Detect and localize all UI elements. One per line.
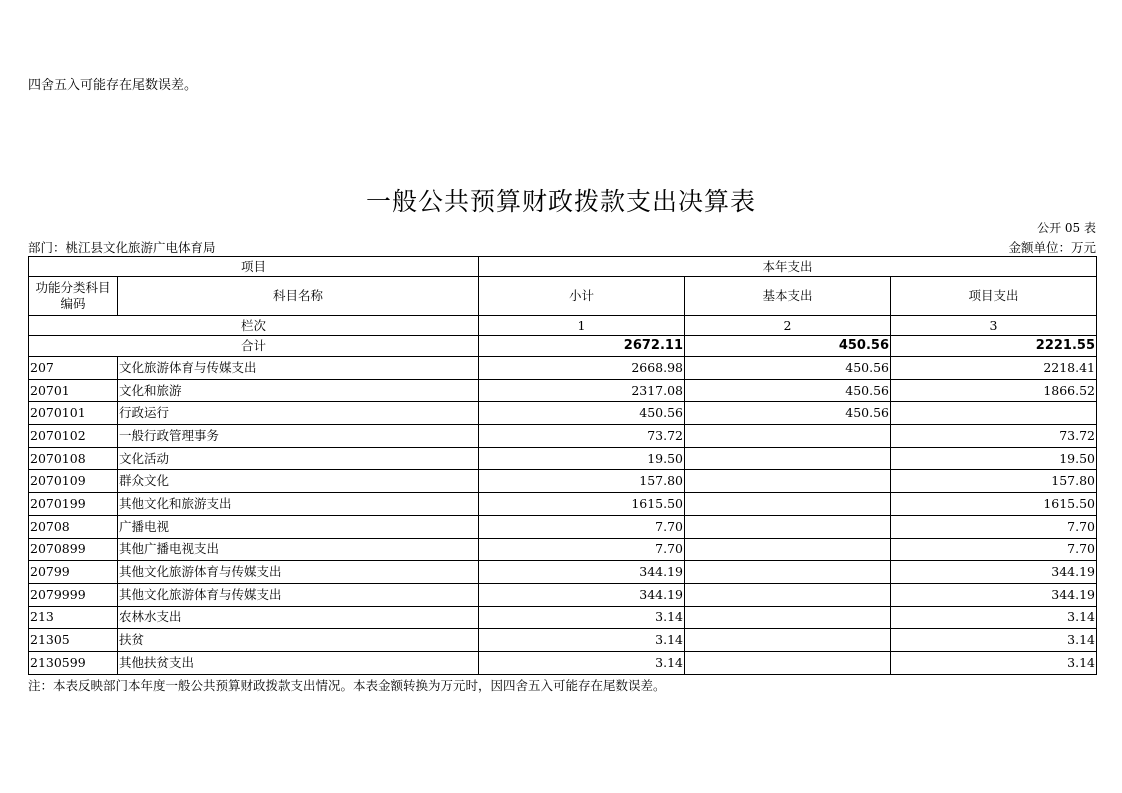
cell-subtotal: 450.56 (479, 402, 685, 425)
total-project: 2221.55 (891, 336, 1097, 357)
cell-subtotal: 2317.08 (479, 379, 685, 402)
table-row (29, 357, 1097, 380)
cell-basic (685, 515, 891, 538)
cell-subtotal: 2668.98 (479, 357, 685, 380)
footer-note: 注：本表反映部门本年度一般公共预算财政拨款支出情况。本表金额转换为万元时，因四舍五入可能存在尾数误差。 (28, 678, 666, 693)
cell-project: 2218.41 (891, 357, 1097, 380)
cell-project: 1615.50 (891, 493, 1097, 516)
cell-project: 1866.52 (891, 379, 1097, 402)
cell-basic: 450.56 (685, 379, 891, 402)
table-row (29, 493, 1097, 516)
table-row (29, 402, 1097, 425)
table-row (29, 651, 1097, 674)
cell-code: 20701 (29, 379, 118, 402)
cell-name: 其他广播电视支出 (118, 538, 479, 561)
cell-project: 3.14 (891, 606, 1097, 629)
table-row (29, 583, 1097, 606)
total-row (29, 336, 1097, 357)
cell-project (891, 402, 1097, 425)
total-label: 合计 (29, 336, 479, 357)
header-project: 项目支出 (891, 277, 1097, 316)
header-subtotal: 小计 (479, 277, 685, 316)
header-item: 项目 (29, 257, 479, 277)
header-code: 功能分类科目编码 (29, 277, 118, 316)
cell-project: 7.70 (891, 538, 1097, 561)
cell-project: 7.70 (891, 515, 1097, 538)
header-row-2 (29, 277, 1097, 316)
cell-basic (685, 493, 891, 516)
column-index-row (29, 316, 1097, 336)
cell-basic (685, 583, 891, 606)
cell-subtotal: 344.19 (479, 583, 685, 606)
cell-basic (685, 629, 891, 652)
cell-name: 其他文化旅游体育与传媒支出 (118, 561, 479, 584)
cell-basic (685, 538, 891, 561)
cell-subtotal: 344.19 (479, 561, 685, 584)
cell-basic (685, 651, 891, 674)
cell-subtotal: 3.14 (479, 629, 685, 652)
cell-subtotal: 157.80 (479, 470, 685, 493)
cell-code: 2070102 (29, 425, 118, 448)
table-row (29, 447, 1097, 470)
table-row (29, 379, 1097, 402)
cell-basic (685, 606, 891, 629)
cell-name: 其他扶贫支出 (118, 651, 479, 674)
cell-code: 2070101 (29, 402, 118, 425)
department-label: 部门：桃江县文化旅游广电体育局 (28, 240, 216, 255)
header-name: 科目名称 (118, 277, 479, 316)
cell-subtotal: 73.72 (479, 425, 685, 448)
table-row (29, 515, 1097, 538)
cell-code: 2070199 (29, 493, 118, 516)
cell-basic: 450.56 (685, 357, 891, 380)
header-current-year: 本年支出 (479, 257, 1097, 277)
cell-name: 群众文化 (118, 470, 479, 493)
cell-project: 344.19 (891, 583, 1097, 606)
table-row (29, 538, 1097, 561)
table-row (29, 425, 1097, 448)
cell-name: 其他文化旅游体育与传媒支出 (118, 583, 479, 606)
table-row (29, 629, 1097, 652)
page-title: 一般公共预算财政拨款支出决算表 (365, 187, 756, 216)
total-subtotal: 2672.11 (479, 336, 685, 357)
cell-name: 文化旅游体育与传媒支出 (118, 357, 479, 380)
cell-code: 2070899 (29, 538, 118, 561)
cell-name: 广播电视 (118, 515, 479, 538)
cell-basic (685, 470, 891, 493)
cell-project: 344.19 (891, 561, 1097, 584)
cell-subtotal: 3.14 (479, 606, 685, 629)
cell-basic (685, 447, 891, 470)
cell-name: 一般行政管理事务 (118, 425, 479, 448)
expenditure-table (28, 256, 1097, 675)
cell-name: 农林水支出 (118, 606, 479, 629)
cell-basic (685, 425, 891, 448)
cell-code: 2130599 (29, 651, 118, 674)
table-row (29, 561, 1097, 584)
cell-code: 213 (29, 606, 118, 629)
header-row-1 (29, 257, 1097, 277)
table-row (29, 470, 1097, 493)
cell-subtotal: 1615.50 (479, 493, 685, 516)
cell-basic (685, 561, 891, 584)
cell-code: 2079999 (29, 583, 118, 606)
form-number: 公开 05 表 (1037, 221, 1096, 235)
cell-basic: 450.56 (685, 402, 891, 425)
column-index-label: 栏次 (29, 316, 479, 336)
cell-name: 行政运行 (118, 402, 479, 425)
cell-subtotal: 3.14 (479, 651, 685, 674)
cell-code: 2070108 (29, 447, 118, 470)
cell-project: 157.80 (891, 470, 1097, 493)
cell-code: 207 (29, 357, 118, 380)
cell-name: 文化活动 (118, 447, 479, 470)
column-index-2: 2 (685, 316, 891, 336)
cell-code: 20799 (29, 561, 118, 584)
cell-subtotal: 19.50 (479, 447, 685, 470)
cell-project: 19.50 (891, 447, 1097, 470)
top-note: 四舍五入可能存在尾数误差。 (28, 78, 198, 93)
cell-code: 21305 (29, 629, 118, 652)
cell-code: 20708 (29, 515, 118, 538)
cell-subtotal: 7.70 (479, 538, 685, 561)
cell-project: 73.72 (891, 425, 1097, 448)
cell-name: 扶贫 (118, 629, 479, 652)
cell-project: 3.14 (891, 629, 1097, 652)
total-basic: 450.56 (685, 336, 891, 357)
column-index-1: 1 (479, 316, 685, 336)
cell-code: 2070109 (29, 470, 118, 493)
cell-name: 其他文化和旅游支出 (118, 493, 479, 516)
cell-subtotal: 7.70 (479, 515, 685, 538)
header-basic: 基本支出 (685, 277, 891, 316)
table-row (29, 606, 1097, 629)
cell-name: 文化和旅游 (118, 379, 479, 402)
cell-project: 3.14 (891, 651, 1097, 674)
column-index-3: 3 (891, 316, 1097, 336)
amount-unit-label: 金额单位：万元 (1008, 240, 1096, 255)
